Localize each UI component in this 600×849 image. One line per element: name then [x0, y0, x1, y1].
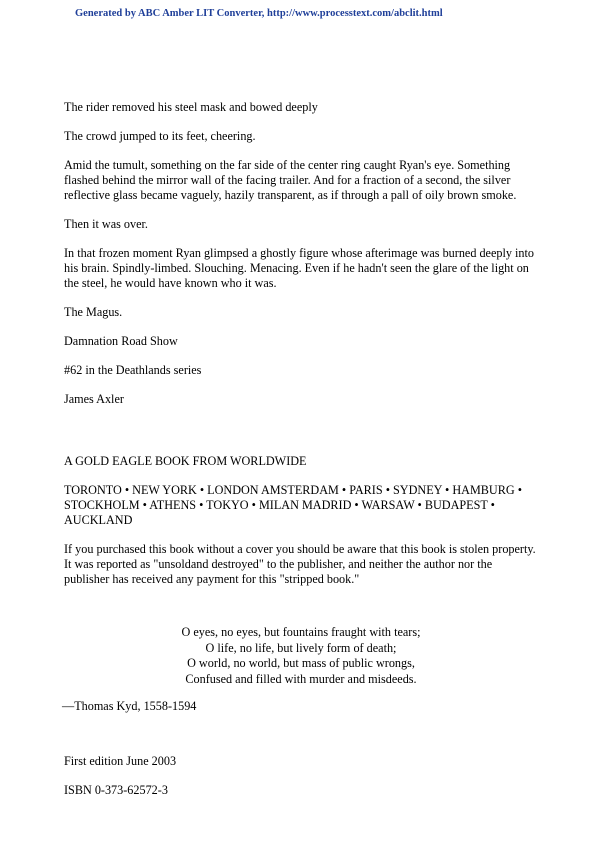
epigraph-line: O world, no world, but mass of public wrongs, [187, 656, 415, 670]
paragraph: The Magus. [64, 305, 123, 319]
paragraph: The rider removed his steel mask and bowed deeply [64, 100, 318, 114]
isbn: ISBN 0-373-62572-3 [64, 783, 168, 797]
epigraph-line: O life, no life, but lively form of death; [205, 640, 397, 655]
paragraph: In that frozen moment Ryan glimpsed a ghostly figure whose afterimage was burned deeply into his brain. Spindly-limbed. Slouching. Menacing. Even if he hadn't seen the glare of the light on the steel, he would have known who it was. [64, 246, 534, 290]
paragraph: Amid the tumult, something on the far side of the center ring caught Ryan's eye. Something flashed behind the mirror wall of the facing trailer. And for a fraction of a second, the silver reflective glass became vaguely, hazily transparent, as if through a pall of oily brown smoke. [64, 158, 517, 202]
generator-header: Generated by ABC Amber LIT Converter, http://www.processtext.com/abclit.html [75, 8, 443, 19]
cities-line: TORONTO • NEW YORK • LONDON AMSTERDAM • PARIS • SYDNEY • HAMBURG • STOCKHOLM • ATHENS • TOKYO • MILAN MADRID • WARSAW • BUDAPEST • AUCKLAND [64, 483, 522, 527]
edition-info: First edition June 2003 [64, 754, 177, 768]
page-body [62, 100, 540, 812]
epigraph-attribution: —Thomas Kyd, 1558-1594 [62, 699, 197, 713]
paragraph: Then it was over. [64, 217, 148, 231]
cover-notice: If you purchased this book without a cover you should be aware that this book is stolen property. It was reported as "unsoldand destroyed" to the publisher, and neither the author nor the publisher has received any payment for this "stripped book." [64, 542, 536, 586]
series-info: #62 in the Deathlands series [64, 363, 202, 377]
epigraph-line: Confused and filled with murder and misdeeds. [185, 671, 417, 686]
publisher-line: A GOLD EAGLE BOOK FROM WORLDWIDE [64, 454, 307, 468]
epigraph-line: O eyes, no eyes, but fountains fraught with tears; [181, 625, 421, 639]
author-name: James Axler [64, 392, 124, 406]
book-title: Damnation Road Show [64, 334, 178, 348]
epigraph [62, 625, 540, 687]
paragraph: The crowd jumped to its feet, cheering. [64, 129, 256, 143]
